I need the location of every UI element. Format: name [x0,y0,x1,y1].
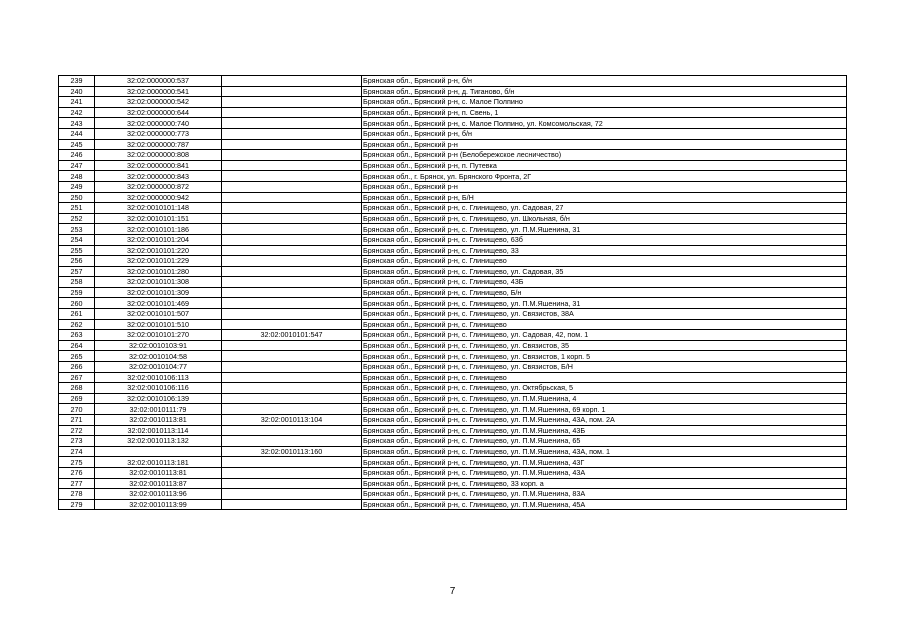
related-cadastral-number-cell [222,97,362,108]
related-cadastral-number-cell [222,277,362,288]
table-row [59,330,847,341]
row-number-cell: 273 [59,436,95,447]
table-row [59,340,847,351]
table-row [59,213,847,224]
table-row [59,224,847,235]
address-cell: Брянская обл., Брянский р-н, с. Глинищево, ул. П.М.Яшенина, 31 [362,224,847,235]
address-cell: Брянская обл., Брянский р-н, с. Глинищево, ул. П.М.Яшенина, 83А [362,489,847,500]
row-number-cell: 265 [59,351,95,362]
cadastral-number-cell: 32:02:0010106:116 [95,383,222,394]
table-row [59,128,847,139]
page-number: 7 [449,586,456,597]
address-cell: Брянская обл., Брянский р-н, с. Глинищево, 63б [362,234,847,245]
address-cell: Брянская обл., Брянский р-н, б/н [362,76,847,87]
table-row [59,467,847,478]
cadastral-number-cell: 32:02:0010101:186 [95,224,222,235]
row-number-cell: 240 [59,86,95,97]
table-row [59,203,847,214]
cadastral-number-cell [95,446,222,457]
row-number-cell: 252 [59,213,95,224]
related-cadastral-number-cell [222,372,362,383]
row-number-cell: 279 [59,499,95,510]
cadastral-number-cell: 32:02:0010111:79 [95,404,222,415]
address-cell: Брянская обл., г. Брянск, ул. Брянского Фронта, 2Г [362,171,847,182]
cadastral-number-cell: 32:02:0000000:537 [95,76,222,87]
related-cadastral-number-cell [222,139,362,150]
row-number-cell: 247 [59,160,95,171]
address-cell: Брянская обл., Брянский р-н, с. Глинищево, ул. П.М.Яшенина, 31 [362,298,847,309]
related-cadastral-number-cell: 32:02:0010101:547 [222,330,362,341]
cadastral-number-cell: 32:02:0010101:204 [95,234,222,245]
address-cell: Брянская обл., Брянский р-н, с. Глинищево, Б/н [362,287,847,298]
table-row [59,181,847,192]
row-number-cell: 268 [59,383,95,394]
cadastral-number-cell: 32:02:0000000:541 [95,86,222,97]
row-number-cell: 264 [59,340,95,351]
related-cadastral-number-cell [222,107,362,118]
cadastral-number-cell: 32:02:0000000:740 [95,118,222,129]
row-number-cell: 266 [59,362,95,373]
cadastral-number-cell: 32:02:0000000:843 [95,171,222,182]
table-row [59,446,847,457]
cadastral-number-cell: 32:02:0010113:132 [95,436,222,447]
row-number-cell: 254 [59,234,95,245]
cadastral-number-cell: 32:02:0010101:270 [95,330,222,341]
cadastral-number-cell: 32:02:0010106:113 [95,372,222,383]
address-cell: Брянская обл., Брянский р-н, Б/Н [362,192,847,203]
row-number-cell: 272 [59,425,95,436]
row-number-cell: 260 [59,298,95,309]
row-number-cell: 251 [59,203,95,214]
row-number-cell: 249 [59,181,95,192]
table-row [59,372,847,383]
address-cell: Брянская обл., Брянский р-н, с. Глинищево [362,319,847,330]
table-row [59,107,847,118]
table-row [59,139,847,150]
row-number-cell: 255 [59,245,95,256]
address-cell: Брянская обл., Брянский р-н, с. Глинищево, ул. П.М.Яшенина, 43Б [362,425,847,436]
address-cell: Брянская обл., Брянский р-н, с. Глинищево, ул. Связистов, 38А [362,309,847,320]
related-cadastral-number-cell [222,478,362,489]
related-cadastral-number-cell [222,256,362,267]
row-number-cell: 274 [59,446,95,457]
address-cell: Брянская обл., Брянский р-н, с. Глинищево, ул. Садовая, 27 [362,203,847,214]
related-cadastral-number-cell [222,150,362,161]
cadastral-number-cell: 32:02:0010101:510 [95,319,222,330]
table-row [59,298,847,309]
row-number-cell: 242 [59,107,95,118]
cadastral-number-cell: 32:02:0010101:308 [95,277,222,288]
table-row [59,266,847,277]
related-cadastral-number-cell [222,171,362,182]
related-cadastral-number-cell [222,499,362,510]
related-cadastral-number-cell [222,319,362,330]
row-number-cell: 239 [59,76,95,87]
cadastral-number-cell: 32:02:0000000:787 [95,139,222,150]
related-cadastral-number-cell [222,224,362,235]
cadastral-number-cell: 32:02:0010101:148 [95,203,222,214]
cadastral-number-cell: 32:02:0010101:220 [95,245,222,256]
table-row [59,150,847,161]
table-row [59,362,847,373]
cadastral-number-cell: 32:02:0010106:139 [95,393,222,404]
cadastral-number-cell: 32:02:0010101:469 [95,298,222,309]
address-cell: Брянская обл., Брянский р-н [362,139,847,150]
cadastral-table-body [59,76,847,510]
table-row [59,383,847,394]
address-cell: Брянская обл., Брянский р-н, с. Глинищево, ул. П.М.Яшенина, 45А [362,499,847,510]
cadastral-number-cell: 32:02:0010101:507 [95,309,222,320]
address-cell: Брянская обл., Брянский р-н, с. Глинищево, ул. П.М.Яшенина, 43А, пом. 1 [362,446,847,457]
address-cell: Брянская обл., Брянский р-н, п. Путевка [362,160,847,171]
cadastral-number-cell: 32:02:0010101:309 [95,287,222,298]
table-row [59,171,847,182]
related-cadastral-number-cell: 32:02:0010113:160 [222,446,362,457]
row-number-cell: 269 [59,393,95,404]
related-cadastral-number-cell [222,181,362,192]
address-cell: Брянская обл., Брянский р-н, с. Глинищево, ул. П.М.Яшенина, 69 корп. 1 [362,404,847,415]
address-cell: Брянская обл., Брянский р-н, с. Глинищево, ул. Школьная, б/н [362,213,847,224]
address-cell: Брянская обл., Брянский р-н, с. Глинищево, ул. П.М.Яшенина, 4 [362,393,847,404]
related-cadastral-number-cell [222,245,362,256]
address-cell: Брянская обл., Брянский р-н, с. Глинищево, ул. Связистов, 1 корп. 5 [362,351,847,362]
row-number-cell: 257 [59,266,95,277]
row-number-cell: 259 [59,287,95,298]
related-cadastral-number-cell [222,234,362,245]
related-cadastral-number-cell [222,362,362,373]
related-cadastral-number-cell [222,383,362,394]
table-row [59,499,847,510]
table-row [59,245,847,256]
address-cell: Брянская обл., Брянский р-н, с. Глинищево, ул. Садовая, 42, пом. 1 [362,330,847,341]
address-cell: Брянская обл., Брянский р-н [362,181,847,192]
row-number-cell: 253 [59,224,95,235]
table-row [59,436,847,447]
address-cell: Брянская обл., Брянский р-н, с. Глинищево [362,372,847,383]
address-cell: Брянская обл., Брянский р-н (Белобережское лесничество) [362,150,847,161]
related-cadastral-number-cell [222,457,362,468]
row-number-cell: 250 [59,192,95,203]
related-cadastral-number-cell: 32:02:0010113:104 [222,415,362,426]
related-cadastral-number-cell [222,160,362,171]
address-cell: Брянская обл., Брянский р-н, с. Глинищево, ул. П.М.Яшенина, 43Г [362,457,847,468]
cadastral-number-cell: 32:02:0000000:773 [95,128,222,139]
address-cell: Брянская обл., Брянский р-н, с. Глинищево, ул. П.М.Яшенина, 43А, пом. 2А [362,415,847,426]
cadastral-number-cell: 32:02:0010113:87 [95,478,222,489]
row-number-cell: 248 [59,171,95,182]
related-cadastral-number-cell [222,128,362,139]
table-row [59,160,847,171]
address-cell: Брянская обл., Брянский р-н, с. Глинищево [362,256,847,267]
related-cadastral-number-cell [222,266,362,277]
row-number-cell: 246 [59,150,95,161]
table-row [59,76,847,87]
row-number-cell: 277 [59,478,95,489]
related-cadastral-number-cell [222,393,362,404]
row-number-cell: 261 [59,309,95,320]
address-cell: Брянская обл., Брянский р-н, с. Глинищево, ул. П.М.Яшенина, 43А [362,467,847,478]
cadastral-number-cell: 32:02:0010113:96 [95,489,222,500]
related-cadastral-number-cell [222,425,362,436]
row-number-cell: 271 [59,415,95,426]
table-row [59,256,847,267]
table-row [59,86,847,97]
address-cell: Брянская обл., Брянский р-н, с. Глинищево, 33 корп. а [362,478,847,489]
cadastral-number-cell: 32:02:0010101:280 [95,266,222,277]
address-cell: Брянская обл., Брянский р-н, с. Глинищево, ул. П.М.Яшенина, 65 [362,436,847,447]
cadastral-number-cell: 32:02:0000000:808 [95,150,222,161]
table-row [59,97,847,108]
table-row [59,319,847,330]
cadastral-number-cell: 32:02:0010103:91 [95,340,222,351]
related-cadastral-number-cell [222,298,362,309]
cadastral-table [58,75,847,510]
related-cadastral-number-cell [222,287,362,298]
row-number-cell: 275 [59,457,95,468]
table-row [59,234,847,245]
row-number-cell: 241 [59,97,95,108]
row-number-cell: 256 [59,256,95,267]
table-row [59,309,847,320]
address-cell: Брянская обл., Брянский р-н, с. Глинищево, 33 [362,245,847,256]
address-cell: Брянская обл., Брянский р-н, с. Малое Полпино, ул. Комсомольская, 72 [362,118,847,129]
related-cadastral-number-cell [222,203,362,214]
related-cadastral-number-cell [222,467,362,478]
row-number-cell: 270 [59,404,95,415]
related-cadastral-number-cell [222,404,362,415]
related-cadastral-number-cell [222,340,362,351]
cadastral-number-cell: 32:02:0010113:181 [95,457,222,468]
related-cadastral-number-cell [222,351,362,362]
address-cell: Брянская обл., Брянский р-н, с. Глинищево, ул. Связистов, 35 [362,340,847,351]
address-cell: Брянская обл., Брянский р-н, п. Свень, 1 [362,107,847,118]
table-row [59,118,847,129]
table-row [59,404,847,415]
row-number-cell: 263 [59,330,95,341]
table-row [59,277,847,288]
related-cadastral-number-cell [222,489,362,500]
address-cell: Брянская обл., Брянский р-н, с. Малое Полпино [362,97,847,108]
cadastral-number-cell: 32:02:0010113:99 [95,499,222,510]
row-number-cell: 262 [59,319,95,330]
row-number-cell: 244 [59,128,95,139]
related-cadastral-number-cell [222,192,362,203]
address-cell: Брянская обл., Брянский р-н, с. Глинищево, ул. Связистов, Б/Н [362,362,847,373]
cadastral-number-cell: 32:02:0000000:841 [95,160,222,171]
related-cadastral-number-cell [222,76,362,87]
cadastral-number-cell: 32:02:0000000:872 [95,181,222,192]
related-cadastral-number-cell [222,86,362,97]
cadastral-number-cell: 32:02:0010104:58 [95,351,222,362]
row-number-cell: 258 [59,277,95,288]
address-cell: Брянская обл., Брянский р-н, б/н [362,128,847,139]
related-cadastral-number-cell [222,309,362,320]
related-cadastral-number-cell [222,436,362,447]
address-cell: Брянская обл., Брянский р-н, с. Глинищево, 43Б [362,277,847,288]
related-cadastral-number-cell [222,213,362,224]
table-row [59,457,847,468]
cadastral-number-cell: 32:02:0010104:77 [95,362,222,373]
row-number-cell: 276 [59,467,95,478]
cadastral-number-cell: 32:02:0010113:114 [95,425,222,436]
table-row [59,425,847,436]
cadastral-number-cell: 32:02:0010101:151 [95,213,222,224]
address-cell: Брянская обл., Брянский р-н, д. Тиганово, б/н [362,86,847,97]
related-cadastral-number-cell [222,118,362,129]
table-row [59,192,847,203]
cadastral-number-cell: 32:02:0000000:542 [95,97,222,108]
cadastral-number-cell: 32:02:0010101:229 [95,256,222,267]
table-row [59,415,847,426]
cadastral-number-cell: 32:02:0010113:81 [95,415,222,426]
cadastral-number-cell: 32:02:0000000:644 [95,107,222,118]
cadastral-number-cell: 32:02:0010113:81 [95,467,222,478]
address-cell: Брянская обл., Брянский р-н, с. Глинищево, ул. Октябрьская, 5 [362,383,847,394]
address-cell: Брянская обл., Брянский р-н, с. Глинищево, ул. Садовая, 35 [362,266,847,277]
row-number-cell: 278 [59,489,95,500]
cadastral-number-cell: 32:02:0000000:942 [95,192,222,203]
table-row [59,393,847,404]
table-row [59,489,847,500]
row-number-cell: 267 [59,372,95,383]
row-number-cell: 243 [59,118,95,129]
table-row [59,478,847,489]
table-row [59,351,847,362]
row-number-cell: 245 [59,139,95,150]
table-row [59,287,847,298]
